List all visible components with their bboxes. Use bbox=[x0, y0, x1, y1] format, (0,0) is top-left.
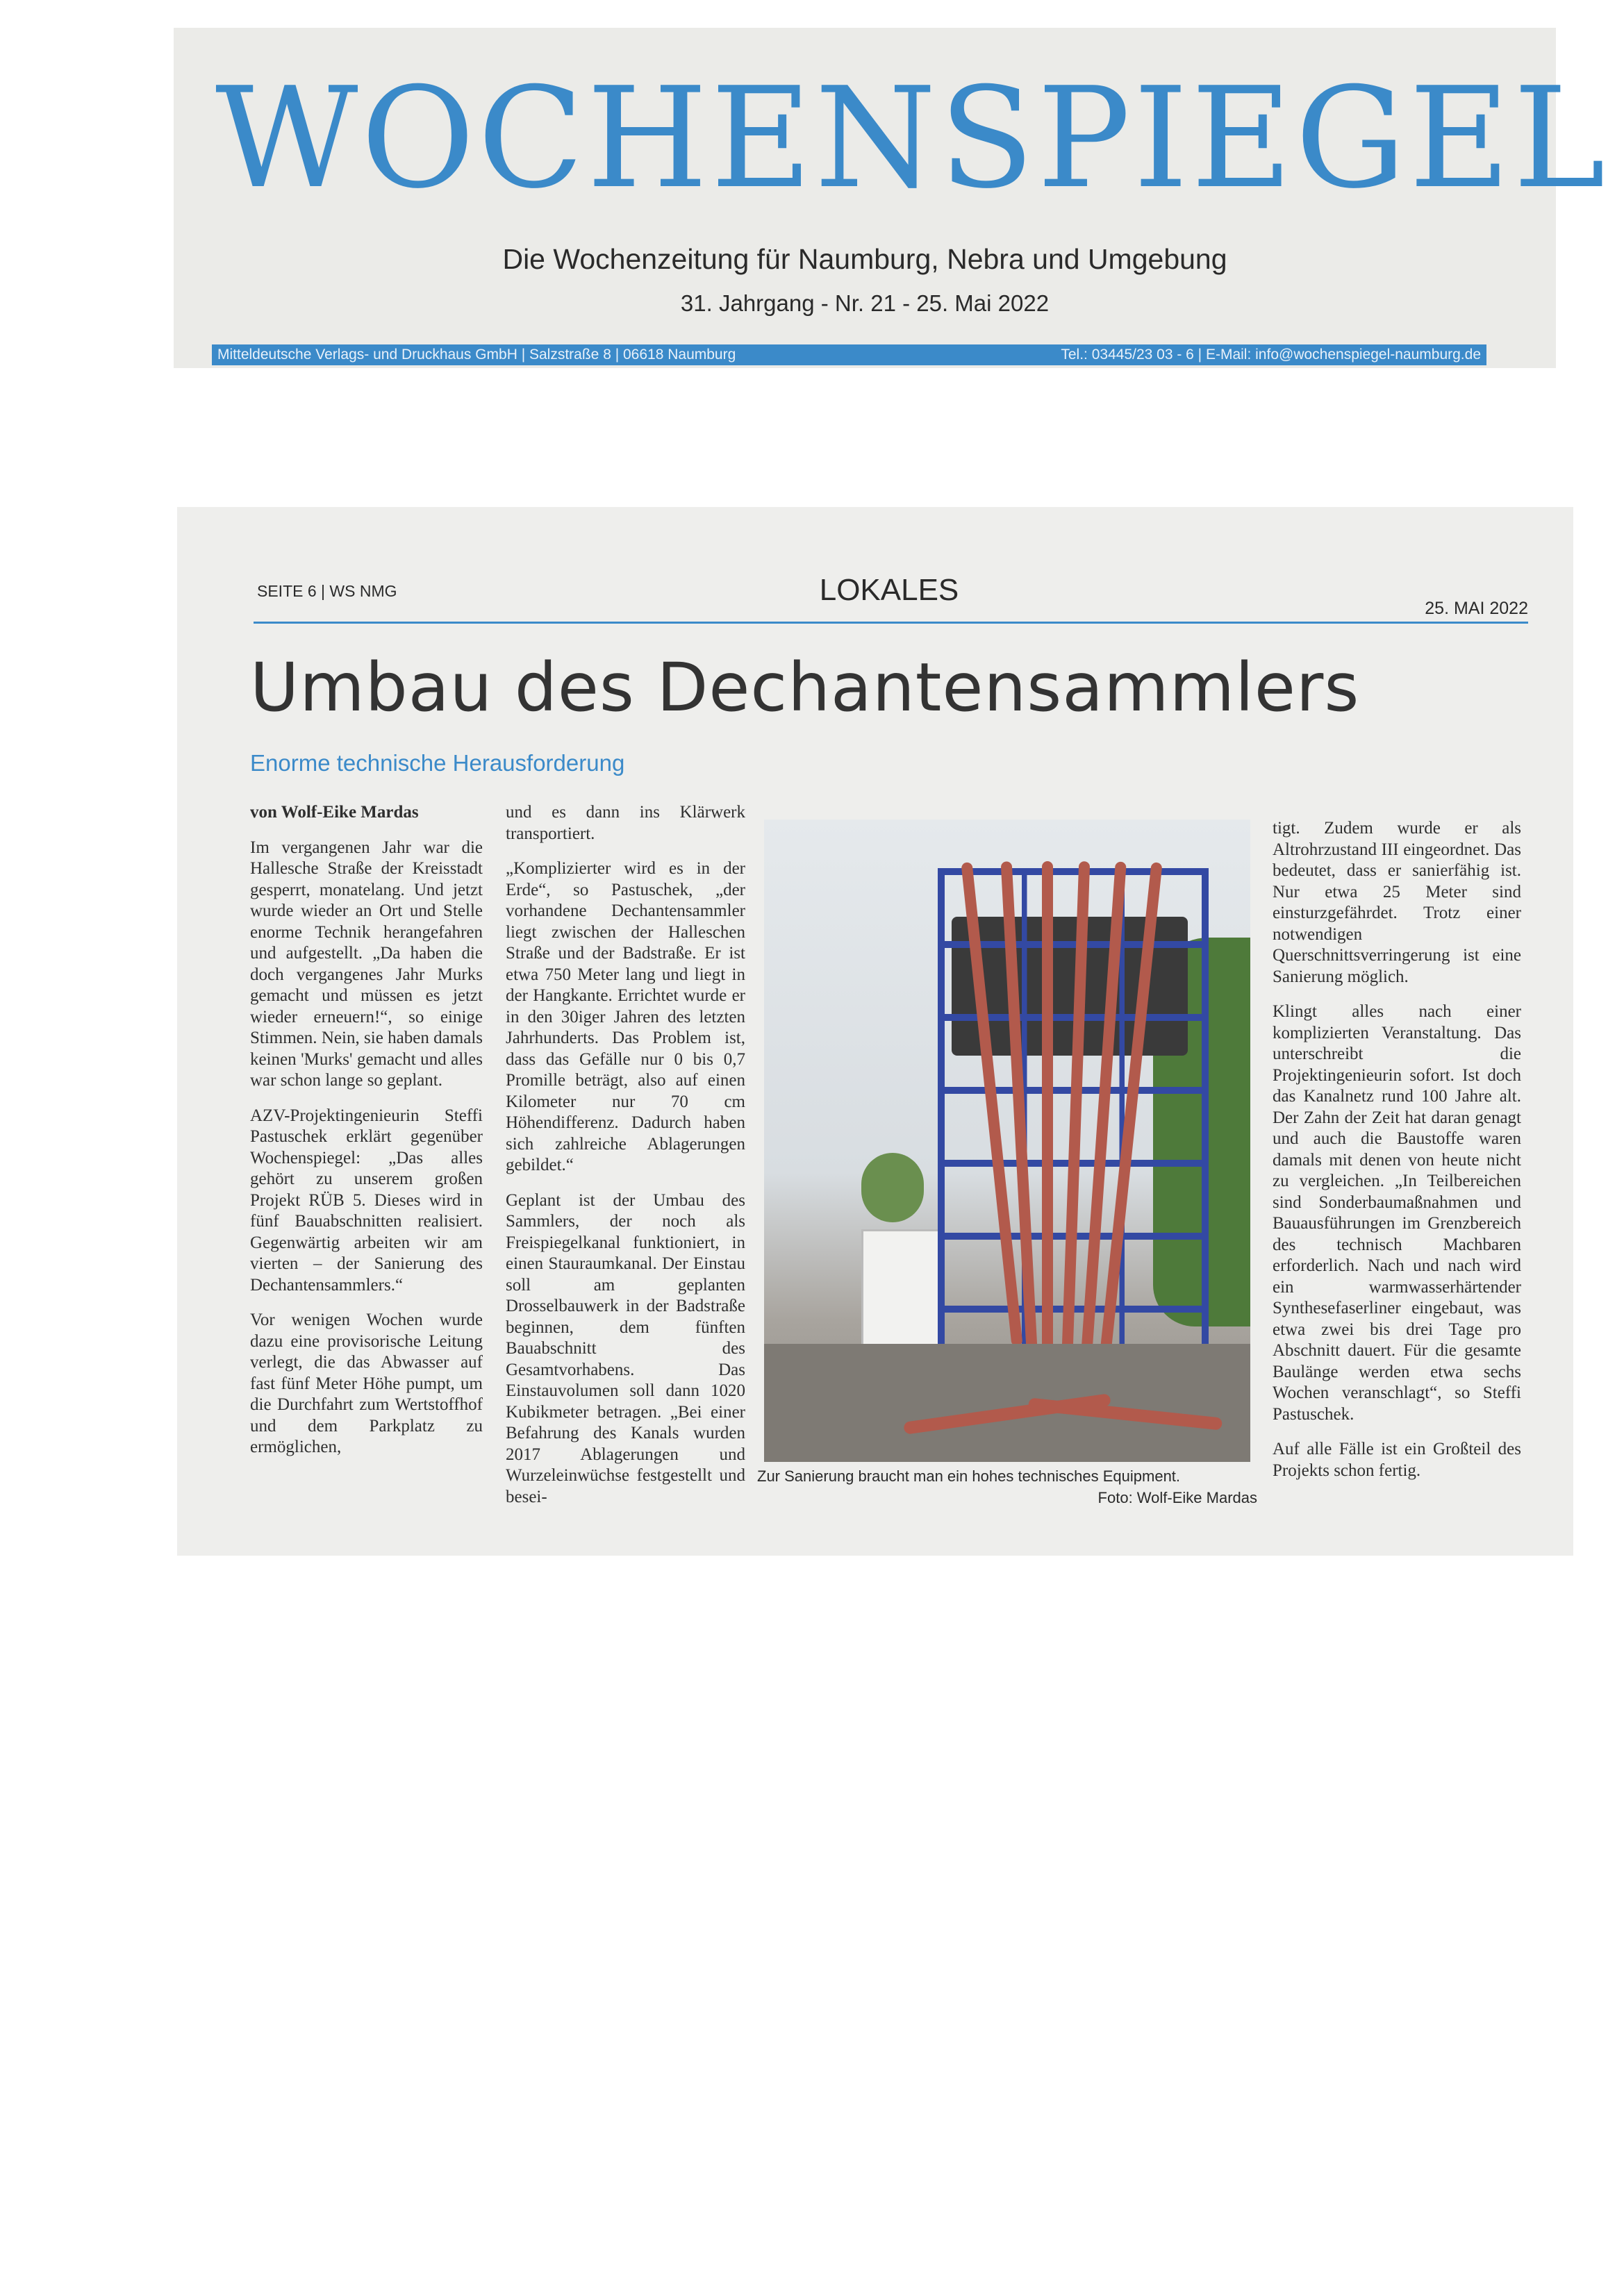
article-date: 25. MAI 2022 bbox=[1425, 599, 1528, 618]
article-photo bbox=[764, 820, 1250, 1462]
masthead-issue: 31. Jahrgang - Nr. 21 - 25. Mai 2022 bbox=[680, 290, 1050, 316]
masthead-logo: WOCHENSPIEGEL bbox=[215, 58, 1609, 219]
byline: von Wolf-Eike Mardas bbox=[250, 803, 419, 822]
contact-info: Tel.: 03445/23 03 - 6 | E-Mail: info@wochenspiegel-naumburg.de bbox=[1061, 347, 1481, 363]
masthead-subtitle: Die Wochenzeitung für Naumburg, Nebra und Umgebung bbox=[502, 243, 1227, 275]
article-column-1 bbox=[250, 802, 483, 1458]
paragraph: Vor wenigen Wochen wurde dazu eine provisorische Leitung verlegt, die das Abwasser auf fast fünf Meter Höhe pumpt, um die Durchfahrt zum Wertstoffhof und dem Parkplatz zu ermöglichen, bbox=[250, 1311, 483, 1456]
photo-credit: Foto: Wolf-Eike Mardas bbox=[1097, 1489, 1257, 1506]
paragraph: Im vergangenen Jahr war die Hallesche Straße der Kreisstadt gesperrt, monatelang. Und jetzt wurde wieder an Ort und Stelle enorme Technik herangefahren und aufgestellt. „Da haben die doch vergangenes Jahr Murks gemacht und müssen es jetzt wieder erneuern!“, so einige Stimmen. Nein, sie haben damals keinen 'Murks' gemacht und alles war schon lange so geplant. bbox=[250, 838, 483, 1090]
caption-text: Zur Sanierung braucht man ein hohes technisches Equipment. bbox=[757, 1467, 1181, 1485]
paragraph: Auf alle Fälle ist ein Großteil des Projekts schon fertig. bbox=[1273, 1440, 1521, 1480]
paragraph: und es dann ins Klärwerk transportiert. bbox=[506, 803, 745, 843]
photo-caption bbox=[757, 1465, 1257, 1508]
headline: Umbau des Dechantensammlers bbox=[250, 649, 1360, 726]
paragraph: AZV-Projektingenieurin Steffi Pastuschek erklärt gegenüber Wochenspiegel: „Das alles gehört zu unserem großen Projekt RÜB 5. Dieses wird in fünf Bauabschnitten realisiert. Gegenwärtig arbeiten wir am vierten – der Sanierung des Dechantensammlers.“ bbox=[250, 1106, 483, 1295]
section-title: LOKALES bbox=[819, 573, 959, 607]
paragraph: Klingt alles nach einer komplizierten Veranstaltung. Das unterschreibt die Projektingenieurin sofort. Ist doch das Kanalnetz rund 100 Jahre alt. Der Zahn der Zeit hat daran genagt und auch die Baustoffe waren damals mit denen von heute nicht zu vergleichen. „In Teilbereichen sind Sonderbaumaßnahmen und Bauausführungen im Grenzbereich des technisch Machbaren erforderlich. Nach und nach wird ein warmwasserhärtender Synthesefaserliner eingebaut, was etwa zwei bis drei Tage pro Abschnitt dauert. Für die gesamte Baulänge werden etwa sechs Wochen veranschlagt“, so Steffi Pastuschek. bbox=[1273, 1002, 1521, 1424]
masthead-info-bar bbox=[212, 344, 1486, 365]
ground-graphic bbox=[764, 1344, 1250, 1462]
article-column-2 bbox=[506, 802, 745, 1508]
page-reference: SEITE 6 | WS NMG bbox=[257, 582, 397, 600]
publisher-info: Mitteldeutsche Verlags- und Druckhaus GmbH | Salzstraße 8 | 06618 Naumburg bbox=[217, 347, 736, 363]
paragraph: tigt. Zudem wurde er als Altrohrzustand III eingeordnet. Das bedeutet, dass er sanierfähig ist. Nur etwa 25 Meter sind einsturzgefährdet. Trotz einer notwendigen Querschnittsverringerung ist eine Sanierung möglich. bbox=[1273, 819, 1521, 986]
paragraph: Geplant ist der Umbau des Sammlers, der noch als Freispiegelkanal funktioniert, in einen Stauraumkanal. Der Einstau soll am geplanten Drosselbauwerk in der Badstraße beginnen, dem fünften Bauabschnitt des Gesamtvorhabens. Das Einstauvolumen soll dann 1020 Kubikmeter betragen. „Bei einer Befahrung des Kanals wurden 2017 Ablagerungen und Wurzeleinwüchse festgestellt und besei- bbox=[506, 1190, 745, 1506]
paragraph: „Komplizierter wird es in der Erde“, so Pastuschek, „der vorhandene Dechantensammler liegt zwischen der Halleschen Straße und der Badstraße. Er ist etwa 750 Meter lang und liegt in der Hangkante. Errichtet wurde er in den 30iger Jahren des letzten Jahrhunderts. Das Problem ist, dass das Gefälle nur 0 bis 0,7 Promille beträgt, also auf einen Kilometer nur 70 cm Höhendifferenz. Dadurch haben sich zahlreiche Ablagerungen gebildet.“ bbox=[506, 859, 745, 1174]
subheadline: Enorme technische Herausforderung bbox=[250, 750, 625, 776]
hose-graphic bbox=[1042, 861, 1053, 1389]
tree-graphic bbox=[861, 1153, 924, 1222]
section-rule bbox=[254, 622, 1528, 624]
article-column-3 bbox=[1273, 818, 1521, 1481]
